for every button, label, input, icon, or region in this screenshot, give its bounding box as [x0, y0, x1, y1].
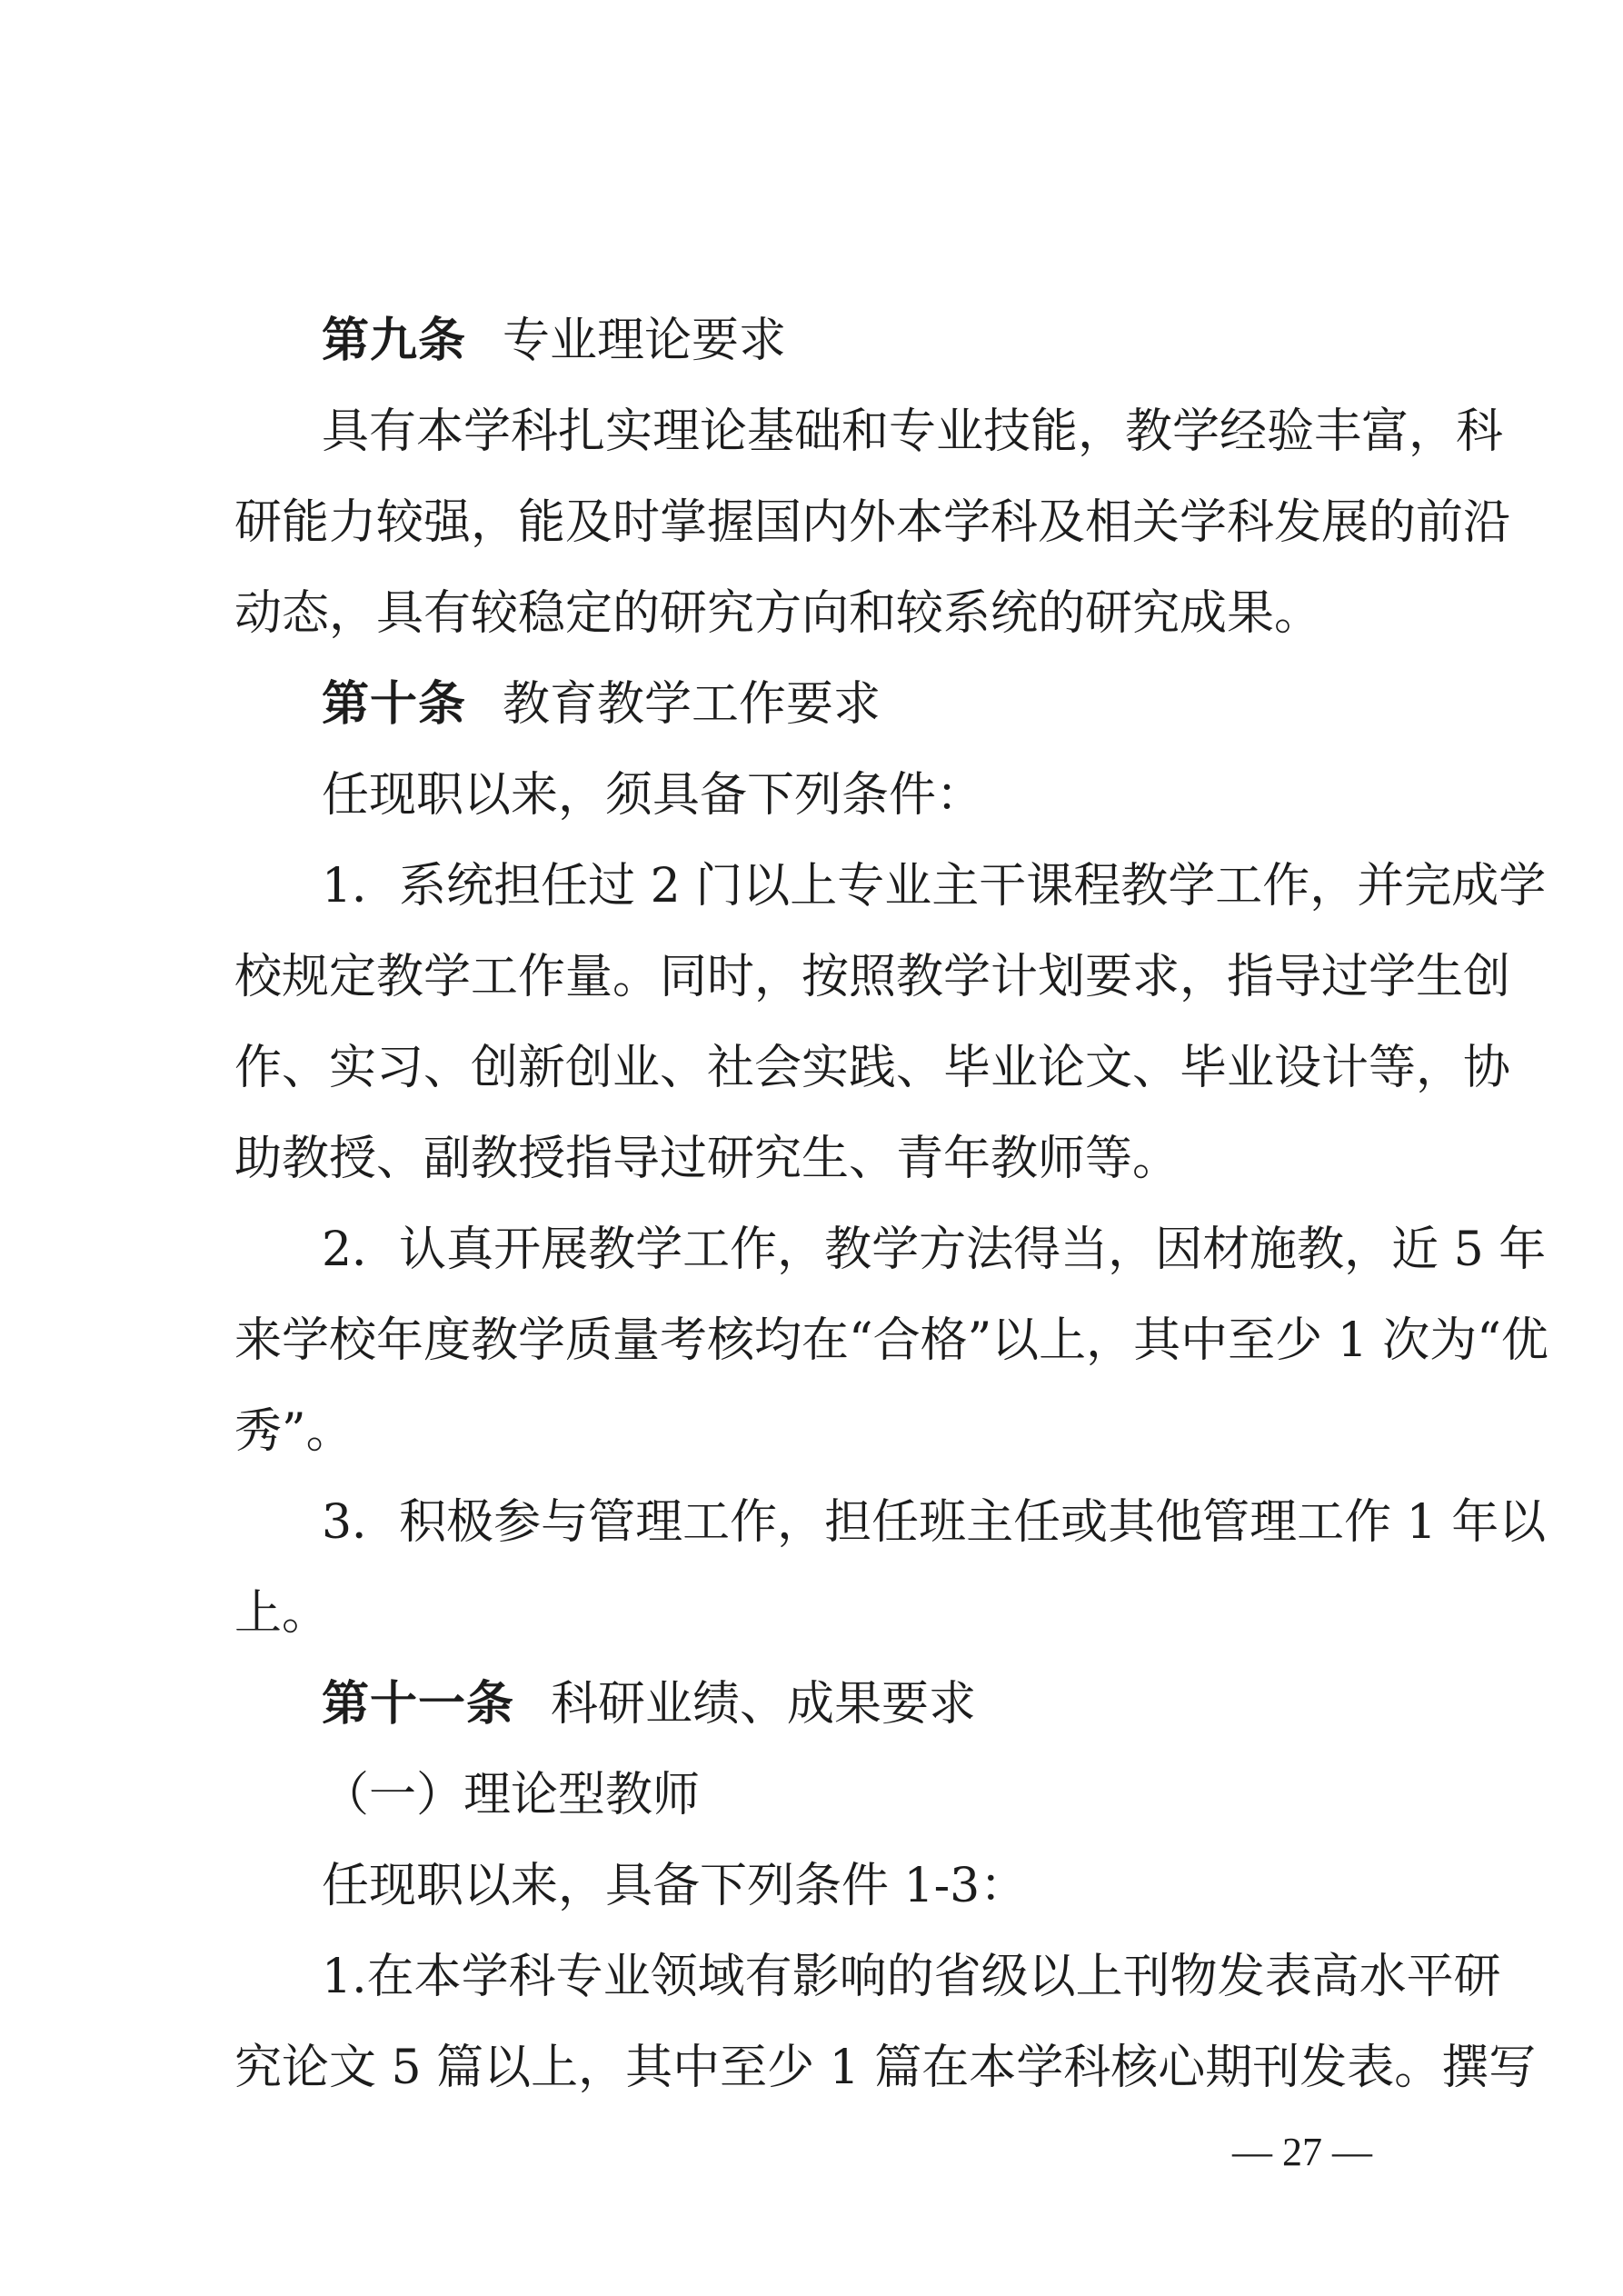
article-10-intro: 任现职以来，须具备下列条件：	[322, 768, 984, 823]
page-number: — 27 —	[1232, 2130, 1372, 2174]
article-11-heading	[234, 1659, 1387, 1750]
article-11-subheading: （一）理论型教师	[322, 1768, 701, 1822]
article-10-item-3-line-1: 3．积极参与管理工作，担任班主任或其他管理工作 1 年以	[322, 1495, 1547, 1550]
article-11-item-1-line-1: 1.在本学科专业领域有影响的省级以上刊物发表高水平研	[322, 1950, 1501, 2004]
article-10-item-1-line-2: 校规定教学工作量。同时，按照教学计划要求，指导过学生创	[234, 950, 1511, 1004]
article-9-line-1: 具有本学科扎实理论基础和专业技能，教学经验丰富，科	[322, 404, 1504, 459]
article-9-title: 专业理论要求	[503, 314, 787, 368]
article-10-item-3-line-2: 上。	[234, 1586, 330, 1641]
article-9-number: 第九条	[322, 314, 467, 368]
article-9-line-3: 动态，具有较稳定的研究方向和较系统的研究成果。	[234, 586, 1322, 641]
article-10-number: 第十条	[322, 677, 467, 732]
article-11-number: 第十一条	[322, 1677, 515, 1732]
article-10-heading	[234, 659, 1387, 750]
article-10-item-1-line-4: 助教授、副教授指导过研究生、青年教师等。	[234, 1132, 1180, 1186]
article-10-item-2-line-2: 来学校年度教学质量考核均在“合格”以上，其中至少 1 次为“优	[234, 1313, 1548, 1368]
article-10-item-1-line-3: 作、实习、创新创业、社会实践、毕业论文、毕业设计等，协	[234, 1041, 1511, 1095]
document-body	[234, 295, 1548, 2113]
article-10-title: 教育教学工作要求	[503, 677, 881, 732]
article-10-item-1-line-1: 1．系统担任过 2 门以上专业主干课程教学工作，并完成学	[322, 859, 1547, 913]
article-11-item-1-line-2: 究论文 5 篇以上，其中至少 1 篇在本学科核心期刊发表。撰写	[234, 2041, 1537, 2095]
article-11-title: 科研业绩、成果要求	[551, 1677, 977, 1732]
article-10-item-2-line-1: 2．认真开展教学工作，教学方法得当，因材施教，近 5 年	[322, 1223, 1547, 1277]
article-10-item-2-line-3: 秀”。	[234, 1404, 353, 1459]
article-9-heading	[234, 295, 1387, 386]
article-9-line-2: 研能力较强，能及时掌握国内外本学科及相关学科发展的前沿	[234, 495, 1511, 550]
article-11-intro: 任现职以来，具备下列条件 1-3：	[322, 1859, 1028, 1913]
